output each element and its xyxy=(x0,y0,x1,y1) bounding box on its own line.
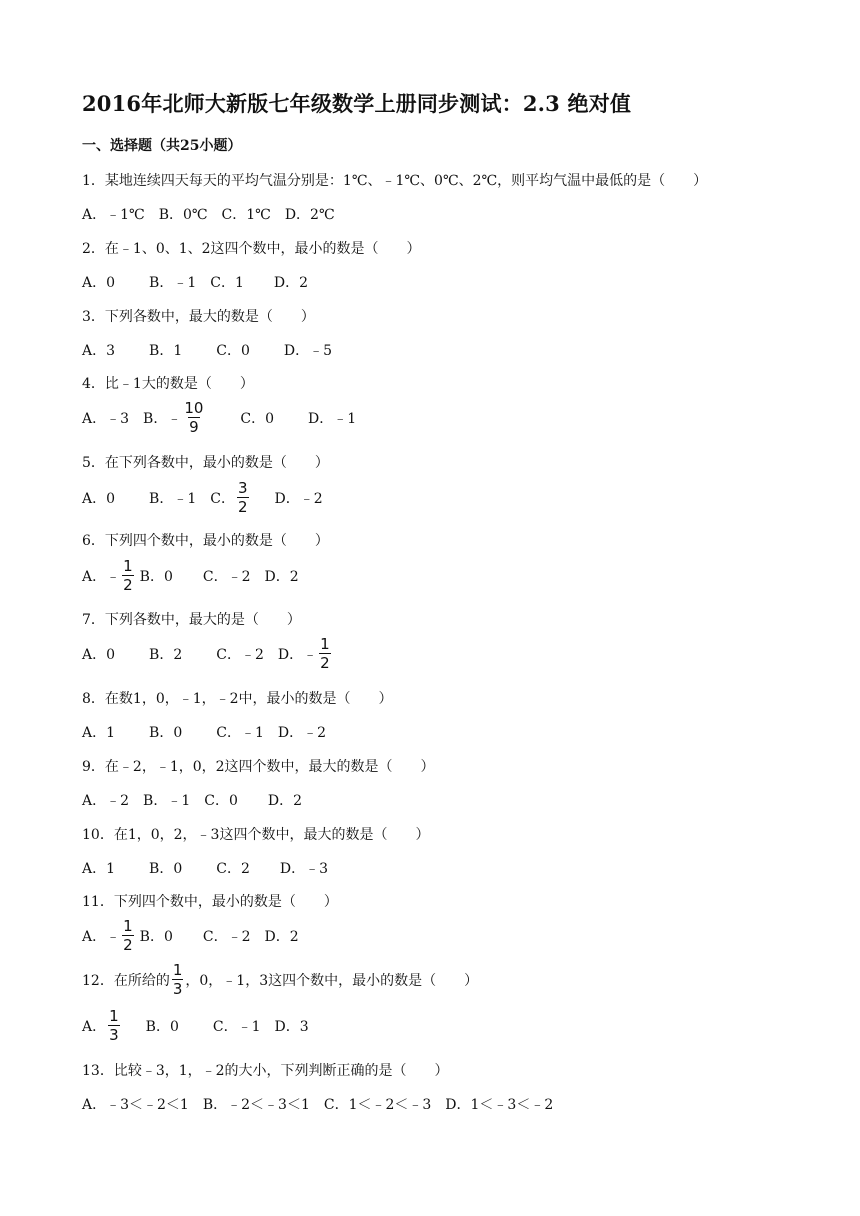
option-a: A．﹣3 xyxy=(82,410,130,427)
stem-text: 12．在所给的 xyxy=(82,972,170,989)
option-d xyxy=(278,636,333,671)
option-a: A．﹣2 xyxy=(82,793,130,809)
option-d: D．2℃ xyxy=(284,207,335,223)
question-10-stem: 10．在1，0，2，﹣3这四个数中，最大的数是（ ） xyxy=(82,827,430,843)
option-prefix: B．﹣ xyxy=(143,410,182,427)
question-7-stem: 7．下列各数中，最大的是（ ） xyxy=(82,612,301,628)
question-8-stem: 8．在数1，0，﹣1，﹣2中，最小的数是（ ） xyxy=(82,691,393,707)
fraction-numerator: 3 xyxy=(237,479,248,497)
option-d: D．﹣5 xyxy=(283,343,332,359)
fraction-denominator: 2 xyxy=(237,498,248,516)
option-b: B．﹣2＜﹣3＜1 xyxy=(202,1097,310,1113)
option-a: A．﹣1℃ xyxy=(82,207,145,223)
option-b: B．0 xyxy=(139,928,173,945)
question-2-stem: 2．在﹣1、0、1、2这四个数中，最小的数是（ ） xyxy=(82,241,421,257)
option-c: C．0 xyxy=(240,410,275,427)
option-b: B．﹣1 xyxy=(143,793,191,809)
fraction-numerator: 1 xyxy=(123,557,133,575)
option-d: D．2 xyxy=(273,275,308,291)
option-prefix: D．﹣ xyxy=(277,646,318,663)
option-a: A．1 xyxy=(82,861,116,877)
fraction-numerator: 1 xyxy=(109,1007,119,1025)
option-b: B．2 xyxy=(149,646,183,663)
fraction-denominator: 9 xyxy=(189,418,199,436)
option-c: C．1℃ xyxy=(221,207,271,223)
fraction-denominator: 2 xyxy=(123,576,133,594)
option-b: B．1 xyxy=(149,343,183,359)
option-d: D．1＜﹣3＜﹣2 xyxy=(445,1097,554,1113)
fraction xyxy=(122,558,134,593)
fraction-numerator: 1 xyxy=(320,635,330,653)
question-1-options xyxy=(82,204,349,224)
fraction xyxy=(237,480,249,515)
option-c: C．1＜﹣2＜﹣3 xyxy=(323,1097,432,1113)
question-4-stem: 4．比﹣1大的数是（ ） xyxy=(82,376,254,392)
fraction-denominator: 2 xyxy=(123,936,133,954)
option-prefix: A．﹣ xyxy=(82,928,121,945)
question-13-options xyxy=(82,1094,567,1114)
question-9-options xyxy=(82,790,316,810)
option-c: C．﹣2 xyxy=(202,928,251,945)
option-d: D．﹣1 xyxy=(308,410,357,427)
option-d: D．2 xyxy=(264,928,299,945)
option-a: A．1 xyxy=(82,725,116,741)
option-b: B．0 xyxy=(145,1018,179,1035)
section-heading: 一、选择题（共25小题） xyxy=(82,138,242,154)
fraction-numerator: 10 xyxy=(184,399,204,417)
option-a xyxy=(82,1008,122,1043)
option-d: D．﹣3 xyxy=(279,861,328,877)
fraction-numerator: 1 xyxy=(123,917,133,935)
option-c xyxy=(210,480,250,515)
stem-text: ，0，﹣1，3这四个数中，最小的数是（ ） xyxy=(185,972,479,989)
option-c: C．2 xyxy=(216,861,250,877)
fraction-denominator: 3 xyxy=(109,1026,119,1044)
question-8-options xyxy=(82,722,340,742)
option-d: D．2 xyxy=(267,793,302,809)
option-b: B．﹣1 xyxy=(149,490,197,507)
option-a: A．﹣3＜﹣2＜1 xyxy=(82,1097,189,1113)
question-4-options xyxy=(82,400,370,435)
question-6-stem: 6．下列四个数中，最小的数是（ ） xyxy=(82,533,329,549)
document-title: 2016年北师大新版七年级数学上册同步测试：2.3 绝对值 xyxy=(82,91,632,116)
option-c: C．0 xyxy=(204,793,238,809)
fraction xyxy=(122,918,134,953)
fraction xyxy=(319,636,331,671)
option-c: C．﹣2 xyxy=(216,646,264,663)
option-d: D．﹣2 xyxy=(277,725,326,741)
option-a: A．0 xyxy=(82,646,116,663)
question-2-options xyxy=(82,272,322,292)
option-c: C．﹣2 xyxy=(202,568,251,585)
option-prefix: C． xyxy=(210,490,235,507)
option-a: A．0 xyxy=(82,490,116,507)
option-d: D．3 xyxy=(274,1018,309,1035)
option-b: B．﹣1 xyxy=(149,275,197,291)
question-3-stem: 3．下列各数中，最大的数是（ ） xyxy=(82,309,315,325)
question-12-options xyxy=(82,1008,323,1043)
question-9-stem: 9．在﹣2，﹣1，0，2这四个数中，最大的数是（ ） xyxy=(82,759,435,775)
fraction xyxy=(108,1008,120,1043)
fraction-denominator: 3 xyxy=(172,980,183,998)
question-13-stem: 13．比较﹣3，1，﹣2的大小，下列判断正确的是（ ） xyxy=(82,1063,449,1079)
question-11-options xyxy=(82,918,313,953)
question-6-options xyxy=(82,558,313,593)
question-12-stem xyxy=(82,962,478,997)
option-b: B．0 xyxy=(149,725,183,741)
option-d: D．﹣2 xyxy=(274,490,323,507)
option-a: A．0 xyxy=(82,275,116,291)
question-3-options xyxy=(82,340,346,360)
option-prefix: A．﹣ xyxy=(82,568,121,585)
question-11-stem: 11．下列四个数中，最小的数是（ ） xyxy=(82,894,338,910)
fraction-denominator: 2 xyxy=(320,654,330,672)
option-c: C．1 xyxy=(210,275,244,291)
question-1-stem: 1．某地连续四天每天的平均气温分别是：1℃、﹣1℃、0℃、2℃，则平均气温中最低的是（ ） xyxy=(82,173,708,189)
option-c: C．﹣1 xyxy=(212,1018,261,1035)
option-prefix: A． xyxy=(82,1018,107,1035)
fraction xyxy=(183,400,204,435)
option-c: C．0 xyxy=(216,343,250,359)
option-b: B．0 xyxy=(139,568,173,585)
question-10-options xyxy=(82,858,342,878)
fraction-numerator: 1 xyxy=(172,961,183,979)
option-a: A．3 xyxy=(82,343,116,359)
fraction xyxy=(172,962,184,997)
question-5-stem: 5．在下列各数中，最小的数是（ ） xyxy=(82,455,329,471)
option-b: B．0℃ xyxy=(158,207,208,223)
option-c: C．﹣1 xyxy=(216,725,264,741)
option-b xyxy=(143,400,206,435)
question-5-options xyxy=(82,480,337,515)
question-7-options xyxy=(82,636,347,671)
option-a xyxy=(82,918,136,953)
option-b: B．0 xyxy=(149,861,183,877)
option-a xyxy=(82,558,136,593)
option-d: D．2 xyxy=(264,568,299,585)
